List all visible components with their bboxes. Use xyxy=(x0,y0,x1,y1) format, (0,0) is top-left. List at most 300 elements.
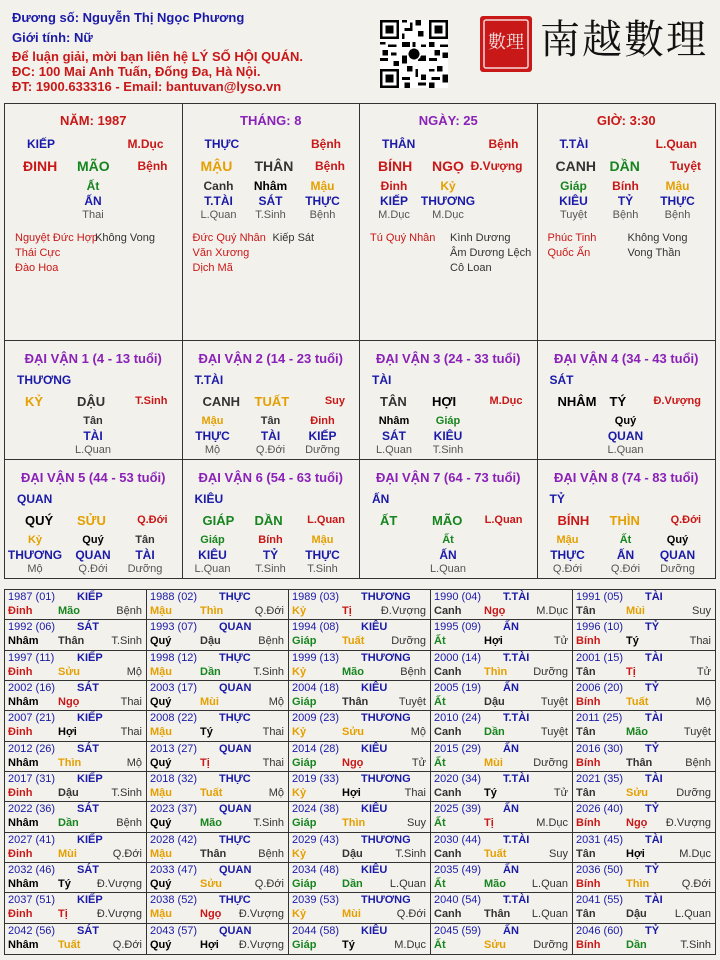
year-label: 2018 (32) xyxy=(150,773,198,785)
year-branch: Mùi xyxy=(58,847,77,860)
year-stem: Giáp xyxy=(292,938,317,951)
annual-luck-grid xyxy=(4,589,716,955)
decade-stem: GIÁP xyxy=(202,512,235,528)
decade-ten-god: ẤN xyxy=(372,491,390,506)
hidden-stage: L.Quan xyxy=(74,444,112,456)
year-label: 2029 (43) xyxy=(292,833,340,846)
pillar-title: GIỜ: 3:30 xyxy=(596,113,656,128)
year-stage: Dưỡng xyxy=(676,787,711,799)
year-label: 1991 (05) xyxy=(576,591,624,603)
hidden-stem: Ất xyxy=(619,533,632,546)
year-label: 1988 (02) xyxy=(150,591,198,603)
hidden-stage: L.Quan xyxy=(194,562,231,575)
year-label: 2005 (19) xyxy=(434,682,482,694)
year-ten-god: TỶ xyxy=(645,924,660,937)
year-cell xyxy=(431,681,573,711)
decade-ten-god: TÀI xyxy=(372,373,392,387)
hidden-stem: Ất xyxy=(86,179,100,193)
year-branch: Dậu xyxy=(484,696,505,708)
decade-pillar xyxy=(538,341,716,460)
year-label: 2038 (52) xyxy=(150,894,198,907)
qr-code-icon[interactable] xyxy=(380,20,448,88)
year-ten-god: TÀI xyxy=(645,833,663,846)
natal-chart xyxy=(4,103,716,341)
natal-pillar xyxy=(5,104,183,340)
decade-stem: CANH xyxy=(202,394,241,409)
year-branch: Dậu xyxy=(626,908,647,921)
hidden-stage: M.Dục xyxy=(378,209,410,221)
year-label: 2017 (31) xyxy=(8,773,56,785)
year-label: 2000 (14) xyxy=(434,651,482,664)
natal-pillar xyxy=(183,104,361,340)
hidden-stem: Đinh xyxy=(380,179,408,193)
year-cell xyxy=(431,893,573,923)
year-stem: Đinh xyxy=(8,908,33,921)
year-ten-god: SÁT xyxy=(77,742,99,755)
hidden-stem: Quý xyxy=(614,415,637,427)
hidden-stage: T.Sinh xyxy=(432,444,464,456)
year-ten-god: THƯƠNG xyxy=(361,591,411,603)
year-ten-god: T.TÀI xyxy=(503,773,530,785)
hidden-stage: Q.Đới xyxy=(552,562,583,575)
year-ten-god: THƯƠNG xyxy=(361,712,411,725)
pillar-title: THÁNG: 8 xyxy=(240,113,302,128)
hidden-ten-god: THỰC xyxy=(550,547,585,562)
year-branch: Thân xyxy=(626,756,653,769)
year-cell xyxy=(289,711,431,741)
pillar-earthly-branch: MÃO xyxy=(77,158,110,174)
hidden-stem: Tân xyxy=(260,415,281,427)
year-stage: Thai xyxy=(262,726,284,739)
hidden-stem: Nhâm xyxy=(253,179,288,193)
decade-stage: Đ.Vượng xyxy=(653,395,701,407)
year-cell xyxy=(147,620,289,650)
year-label: 1992 (06) xyxy=(8,621,56,634)
year-label: 2041 (55) xyxy=(576,894,624,907)
decade-stem: QUÝ xyxy=(25,512,54,528)
year-branch: Sửu xyxy=(200,878,223,890)
hidden-stem: Tân xyxy=(135,533,155,546)
pillar-earthly-branch: NGỌ xyxy=(432,158,464,174)
year-label: 1993 (07) xyxy=(150,621,198,634)
year-stem: Bính xyxy=(576,878,601,890)
year-stage: Mộ xyxy=(268,787,284,799)
year-cell xyxy=(431,924,573,954)
pillar-ten-god: T.TÀI xyxy=(559,137,589,151)
year-label: 2026 (40) xyxy=(576,803,624,816)
year-ten-god: TÀI xyxy=(645,773,663,785)
year-stage: T.Sinh xyxy=(680,938,711,951)
year-stage: Tử xyxy=(553,635,568,648)
year-ten-god: KIÊU xyxy=(361,803,388,816)
year-cell xyxy=(289,651,431,681)
year-stem: Đinh xyxy=(8,665,33,678)
year-stem: Quý xyxy=(150,938,172,951)
year-cell xyxy=(573,802,715,832)
year-cell xyxy=(5,924,147,954)
year-ten-god: THƯƠNG xyxy=(361,833,411,846)
year-ten-god: THƯƠNG xyxy=(361,894,411,907)
pillar-heavenly-stem: BÍNH xyxy=(378,158,413,174)
decade-title: ĐẠI VẬN 4 (34 - 43 tuổi) xyxy=(554,351,699,366)
year-label: 2008 (22) xyxy=(150,712,198,725)
year-stem: Tân xyxy=(576,726,596,739)
year-branch: Mão xyxy=(342,665,364,678)
year-stage: L.Quan xyxy=(531,908,568,921)
special-stars-right xyxy=(273,231,315,246)
year-ten-god: SÁT xyxy=(77,621,99,634)
year-stem: Kỷ xyxy=(292,908,307,921)
hidden-stage: Bệnh xyxy=(309,209,336,221)
hidden-ten-god: KIẾP xyxy=(308,429,337,443)
year-stage: T.Sinh xyxy=(111,787,142,799)
hidden-stem: Giáp xyxy=(560,179,587,193)
special-stars-right xyxy=(95,231,155,246)
year-ten-god: THỰC xyxy=(219,833,251,846)
decade-stage: Q.Đới xyxy=(137,513,168,526)
year-stage: Tử xyxy=(553,787,568,799)
pillar-stem-stage: M.Dục xyxy=(127,137,164,151)
year-cell xyxy=(289,742,431,772)
year-label: 2043 (57) xyxy=(150,924,198,937)
hidden-stem: Mậu xyxy=(556,533,579,546)
decade-pillar xyxy=(360,341,538,460)
year-branch: Thân xyxy=(200,847,227,860)
year-stem: Mậu xyxy=(150,787,172,799)
year-cell xyxy=(147,772,289,802)
year-stage: Mộ xyxy=(695,696,711,708)
decade-branch: HỢI xyxy=(432,394,457,409)
hidden-ten-god: ẤN xyxy=(439,547,457,562)
year-stem: Bính xyxy=(576,817,601,830)
special-star: Thái Cực xyxy=(15,247,61,259)
year-ten-god: SÁT xyxy=(77,803,99,816)
hidden-stage: L.Quan xyxy=(375,444,413,456)
year-cell xyxy=(573,833,715,863)
year-cell xyxy=(5,651,147,681)
year-stem: Nhâm xyxy=(8,938,39,951)
year-stage: Dưỡng xyxy=(533,756,568,769)
year-cell xyxy=(5,742,147,772)
hidden-stem: Bính xyxy=(612,179,639,193)
hidden-stage: Thai xyxy=(82,209,104,221)
hidden-stage: T.Sinh xyxy=(255,209,286,221)
year-stem: Tân xyxy=(576,908,596,921)
year-ten-god: THỰC xyxy=(219,651,251,664)
hidden-ten-god: QUAN xyxy=(75,547,111,562)
year-stem: Bính xyxy=(576,756,601,769)
year-label: 2015 (29) xyxy=(434,742,482,755)
year-ten-god: T.TÀI xyxy=(503,712,530,725)
year-cell xyxy=(5,893,147,923)
year-stage: Suy xyxy=(407,817,426,830)
decade-branch: DẬU xyxy=(77,394,106,409)
special-stars-right xyxy=(628,231,688,261)
year-branch: Hợi xyxy=(484,635,503,648)
year-ten-god: KIẾP xyxy=(77,651,103,664)
year-cell xyxy=(5,772,147,802)
hidden-ten-god: QUAN xyxy=(607,429,644,443)
year-stage: Thai xyxy=(120,726,142,739)
decade-title: ĐẠI VẬN 6 (54 - 63 tuổi) xyxy=(198,469,343,485)
decade-stage: T.Sinh xyxy=(135,395,168,407)
hidden-stage: T.Sinh xyxy=(307,562,338,575)
year-ten-god: T.TÀI xyxy=(503,591,530,603)
hidden-ten-god: THỰC xyxy=(660,194,695,208)
year-ten-god: ẤN xyxy=(503,742,519,755)
special-star: Phúc Tinh xyxy=(547,232,597,244)
year-cell xyxy=(573,863,715,893)
year-label: 2033 (47) xyxy=(150,864,198,876)
year-branch: Dần xyxy=(626,938,647,951)
year-stage: Q.Đới xyxy=(681,878,711,890)
hidden-stem: Mậu xyxy=(310,179,335,193)
year-branch: Mão xyxy=(58,605,80,617)
year-branch: Tị xyxy=(484,817,494,830)
pillar-earthly-branch: THÂN xyxy=(254,158,294,174)
year-branch: Thân xyxy=(484,908,511,921)
owner-name: Nguyễn Thị Ngọc Phương xyxy=(82,10,245,25)
year-stage: Dưỡng xyxy=(533,938,568,951)
year-branch: Mão xyxy=(484,878,506,890)
year-branch: Tị xyxy=(342,605,352,617)
year-branch: Hợi xyxy=(200,938,219,951)
year-stage: Tử xyxy=(696,665,711,678)
year-ten-god: TÀI xyxy=(645,591,663,603)
hidden-stage: Q.Đới xyxy=(78,562,108,575)
year-stem: Canh xyxy=(434,908,462,921)
year-stem: Giáp xyxy=(292,817,317,830)
pillar-stem-stage: L.Quan xyxy=(655,137,697,151)
year-stage: Bệnh xyxy=(116,817,142,830)
decade-branch: THÌN xyxy=(609,512,640,528)
year-branch: Thân xyxy=(342,696,369,708)
year-branch: Tuất xyxy=(626,696,649,708)
year-cell xyxy=(573,590,715,620)
year-stem: Giáp xyxy=(292,635,317,648)
year-stem: Canh xyxy=(434,847,462,860)
year-label: 2011 (25) xyxy=(576,712,623,725)
year-ten-god: KIẾP xyxy=(77,833,103,846)
special-star: Quốc Ấn xyxy=(547,247,591,259)
year-stage: M.Dục xyxy=(394,938,426,951)
special-star: Nguyệt Đức Hợp xyxy=(15,232,99,244)
hidden-stage: L.Quan xyxy=(200,209,237,221)
decade-pillar xyxy=(183,460,361,579)
year-cell xyxy=(289,893,431,923)
year-stage: M.Dục xyxy=(536,817,568,830)
year-stage: T.Sinh xyxy=(253,817,284,830)
year-cell xyxy=(573,742,715,772)
year-label: 2019 (33) xyxy=(292,773,340,785)
pillar-earthly-branch: DẦN xyxy=(609,158,640,174)
year-label: 2016 (30) xyxy=(576,742,624,755)
year-branch: Tý xyxy=(484,787,497,799)
special-star: Không Vong xyxy=(627,232,688,244)
hidden-stage: Bệnh xyxy=(612,209,639,221)
pillar-stem-stage: Bệnh xyxy=(488,137,519,151)
year-cell xyxy=(5,833,147,863)
year-stem: Quý xyxy=(150,635,172,648)
special-stars-left xyxy=(15,231,98,276)
year-branch: Mùi xyxy=(626,605,645,617)
hidden-stage: Q.Đới xyxy=(255,444,286,456)
year-ten-god: TÀI xyxy=(645,712,663,725)
year-stem: Kỷ xyxy=(292,787,307,799)
decade-title: ĐẠI VẬN 1 (4 - 13 tuổi) xyxy=(24,351,162,366)
year-branch: Mùi xyxy=(342,908,361,921)
year-branch: Dần xyxy=(484,726,505,739)
year-cell xyxy=(573,681,715,711)
year-stem: Mậu xyxy=(150,665,172,678)
pillar-heavenly-stem: ĐINH xyxy=(23,158,58,174)
year-label: 2042 (56) xyxy=(8,924,56,937)
year-ten-god: ẤN xyxy=(503,682,519,694)
year-cell xyxy=(147,802,289,832)
year-label: 1995 (09) xyxy=(434,621,482,634)
year-ten-god: QUAN xyxy=(219,682,252,694)
pillar-ten-god: THỰC xyxy=(204,137,240,151)
year-stem: Đinh xyxy=(8,726,33,739)
hidden-stage: Bệnh xyxy=(664,209,691,221)
red-seal-icon xyxy=(478,14,534,74)
year-cell xyxy=(147,833,289,863)
year-stem: Canh xyxy=(434,726,462,739)
year-cell xyxy=(573,711,715,741)
year-stage: Thai xyxy=(404,787,426,799)
year-branch: Thìn xyxy=(484,665,508,678)
year-ten-god: THƯƠNG xyxy=(361,773,411,785)
year-branch: Tị xyxy=(626,665,636,678)
pillar-branch-stage: Đ.Vượng xyxy=(470,159,523,173)
year-stem: Mậu xyxy=(150,847,172,860)
year-stem: Ất xyxy=(434,938,446,951)
year-cell xyxy=(431,772,573,802)
year-branch: Sửu xyxy=(342,726,365,739)
year-stage: Tuyệt xyxy=(540,696,568,708)
year-ten-god: KIẾP xyxy=(77,894,103,907)
year-ten-god: TỶ xyxy=(645,621,660,634)
year-ten-god: TÀI xyxy=(645,651,663,664)
year-label: 2023 (37) xyxy=(150,803,198,816)
pillar-branch-stage: Tuyệt xyxy=(669,159,701,173)
special-star: Đức Quý Nhân xyxy=(192,232,266,244)
decade-stem: KỶ xyxy=(25,394,44,409)
year-ten-god: SÁT xyxy=(77,864,99,876)
pillar-title: NĂM: 1987 xyxy=(60,113,127,128)
year-cell xyxy=(289,590,431,620)
year-cell xyxy=(289,924,431,954)
hidden-stage: T.Sinh xyxy=(255,562,286,575)
seal-text: 數理 xyxy=(488,32,524,53)
year-label: 2014 (28) xyxy=(292,742,340,755)
year-stage: T.Sinh xyxy=(395,847,426,860)
year-label: 2046 (60) xyxy=(576,924,624,937)
year-stage: Bệnh xyxy=(258,635,284,648)
pillar-branch-stage: Bệnh xyxy=(137,159,168,173)
hidden-stem: Bính xyxy=(258,533,283,546)
pillar-ten-god: KIẾP xyxy=(27,137,56,151)
hidden-ten-god: TỶ xyxy=(262,547,279,562)
decade-pillar xyxy=(183,341,361,460)
hidden-ten-god: THỰC xyxy=(195,429,230,443)
hidden-stage: M.Dục xyxy=(432,209,464,221)
hidden-stem: Giáp xyxy=(435,415,461,427)
brand-logo-text: 南越數理 xyxy=(540,17,708,63)
year-branch: Dần xyxy=(342,878,363,890)
hidden-stage: Dưỡng xyxy=(127,562,163,575)
year-ten-god: TÀI xyxy=(645,894,663,907)
year-ten-god: QUAN xyxy=(219,621,252,634)
special-star: Không Vong xyxy=(95,232,155,244)
decade-title: ĐẠI VẬN 7 (64 - 73 tuổi) xyxy=(376,469,521,485)
year-stem: Đinh xyxy=(8,847,33,860)
decade-stage: L.Quan xyxy=(484,513,523,526)
year-label: 2022 (36) xyxy=(8,803,56,816)
hidden-stem: Nhâm xyxy=(378,415,410,427)
year-stem: Đinh xyxy=(8,605,33,617)
special-stars-right xyxy=(450,231,531,276)
year-cell xyxy=(147,863,289,893)
year-stage: Q.Đới xyxy=(254,878,284,890)
year-label: 2044 (58) xyxy=(292,924,340,937)
year-label: 2039 (53) xyxy=(292,894,340,907)
year-label: 2024 (38) xyxy=(292,803,340,816)
year-stage: M.Dục xyxy=(679,847,711,860)
natal-pillar xyxy=(538,104,716,340)
year-branch: Thân xyxy=(58,635,85,648)
hidden-ten-god: THƯƠNG xyxy=(420,194,476,208)
year-label: 1989 (03) xyxy=(292,591,340,603)
year-label: 2009 (23) xyxy=(292,712,340,725)
year-label: 1998 (12) xyxy=(150,651,198,664)
year-cell xyxy=(147,711,289,741)
year-stem: Giáp xyxy=(292,696,317,708)
year-label: 2027 (41) xyxy=(8,833,56,846)
year-stage: Mộ xyxy=(126,756,142,769)
year-cell xyxy=(5,590,147,620)
year-label: 2013 (27) xyxy=(150,742,198,755)
hidden-stem: Giáp xyxy=(200,533,225,546)
contact-invite: Để luận giải, mời bạn liên hệ LÝ SỐ HỘI QUÁN. xyxy=(12,49,303,64)
year-branch: Tý xyxy=(58,878,71,890)
year-label: 2030 (44) xyxy=(434,833,482,846)
hidden-stem: Đinh xyxy=(310,415,335,427)
year-cell xyxy=(431,620,573,650)
decade-ten-god: SÁT xyxy=(549,373,574,387)
year-label: 2012 (26) xyxy=(8,742,56,755)
decade-stem: NHÂM xyxy=(557,394,597,409)
special-star: Kình Dương xyxy=(450,232,511,244)
pillar-ten-god: THÂN xyxy=(382,137,416,151)
decade-stage: M.Dục xyxy=(489,395,523,407)
year-branch: Sửu xyxy=(626,787,649,799)
year-branch: Dần xyxy=(200,665,221,678)
year-stem: Canh xyxy=(434,787,462,799)
year-stem: Quý xyxy=(150,696,172,708)
year-cell xyxy=(147,651,289,681)
year-label: 2010 (24) xyxy=(434,712,482,725)
year-stage: Q.Đới xyxy=(254,605,284,617)
year-stem: Bính xyxy=(576,635,601,648)
year-branch: Tuất xyxy=(58,938,81,951)
year-branch: Ngọ xyxy=(342,756,364,769)
year-stage: Đ.Vượng xyxy=(665,817,711,830)
year-stage: L.Quan xyxy=(674,908,711,921)
year-label: 2007 (21) xyxy=(8,712,56,725)
pillar-heavenly-stem: MẬU xyxy=(200,158,233,174)
year-cell xyxy=(431,863,573,893)
